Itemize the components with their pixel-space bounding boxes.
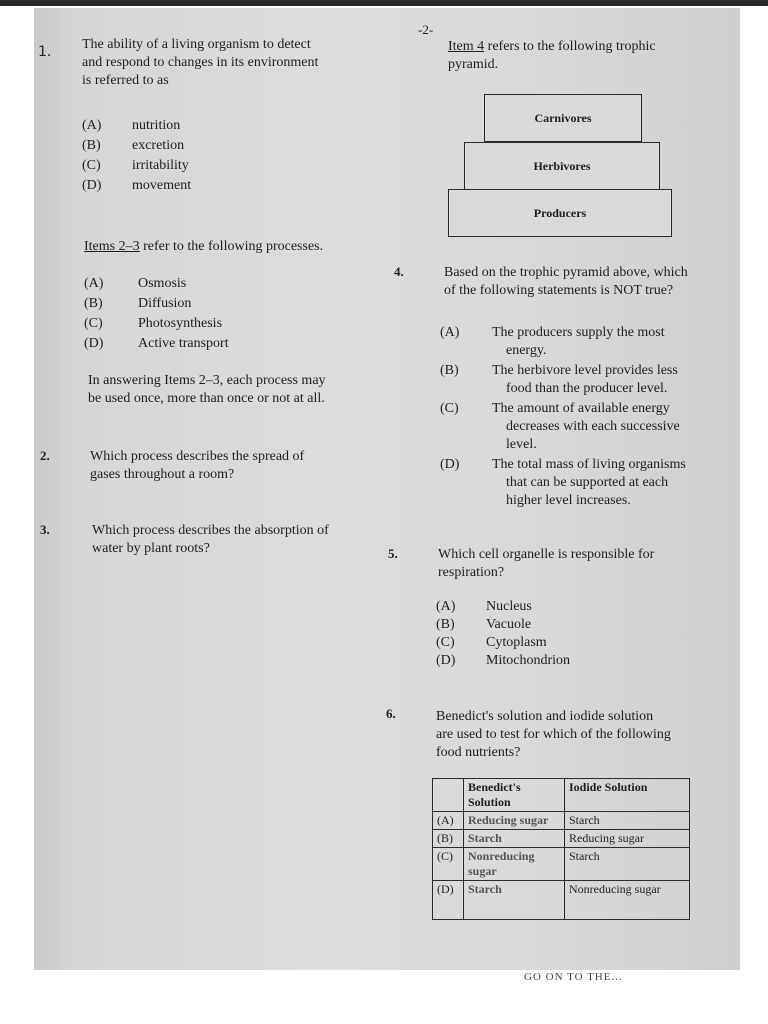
option-letter: (D) (440, 457, 460, 472)
option-text: level. (506, 437, 537, 452)
option-letter: (A) (84, 276, 104, 291)
option-text: Osmosis (138, 276, 187, 291)
option-text: Vacuole (486, 617, 532, 632)
option-text: movement (132, 178, 192, 193)
option-letter: (B) (84, 296, 103, 311)
table-header-cell (433, 779, 464, 812)
items-2-3-link: Items 2–3 (84, 239, 140, 254)
option-text: Nucleus (486, 599, 532, 614)
option-letter: (D) (436, 653, 456, 668)
exam-page (34, 8, 740, 983)
option-letter: (C) (440, 401, 459, 416)
q6-stem-line: are used to test for which of the following (436, 727, 671, 742)
table-header-cell: Iodide Solution (565, 779, 690, 812)
pyramid-level-producers: Producers (448, 189, 672, 237)
option-letter: (C) (436, 635, 455, 650)
q3-stem-line: water by plant roots? (92, 541, 210, 556)
table-row[interactable] (433, 881, 690, 920)
table-cell: Nonreducing sugar (565, 881, 690, 920)
table-cell: Starch (565, 812, 690, 830)
table-cell: Reducing sugar (464, 812, 565, 830)
q6-stem (436, 708, 736, 762)
q5-stem (438, 546, 728, 582)
table-header-row (433, 779, 690, 812)
table-cell: Reducing sugar (565, 830, 690, 848)
option-text: food than the producer level. (506, 381, 668, 396)
option-letter: (D) (82, 178, 102, 193)
q4-stem (444, 264, 734, 300)
items-2-3-heading (84, 238, 323, 256)
option-letter: (A) (82, 118, 102, 133)
option-text: Cytoplasm (486, 635, 547, 650)
q1-stem-line: The ability of a living organism to detect (82, 37, 311, 52)
item-4-intro-rest: refers to the following trophic (484, 39, 656, 54)
table-row[interactable] (433, 812, 690, 830)
table-cell: (C) (433, 848, 464, 881)
item-4-link: Item 4 (448, 39, 485, 54)
option-text: higher level increases. (506, 493, 631, 508)
table-row[interactable] (433, 830, 690, 848)
q6-stem-line: Benedict's solution and iodide solution (436, 709, 654, 724)
table-cell: (D) (433, 881, 464, 920)
option-text: The producers supply the most (492, 325, 665, 340)
q1-stem-line: and respond to changes in its environment (82, 55, 319, 70)
option-text: irritability (132, 158, 189, 173)
q6-stem-line: food nutrients? (436, 745, 521, 760)
note-line: In answering Items 2–3, each process may (88, 373, 326, 388)
pyramid-level-herbivores: Herbivores (464, 142, 660, 190)
q2-stem (90, 448, 390, 484)
q5-option-b[interactable] (436, 616, 570, 634)
option-letter: (C) (82, 158, 101, 173)
nutrient-test-table (432, 778, 690, 920)
q4-stem-line: of the following statements is NOT true? (444, 283, 674, 298)
q4-option-a[interactable] (440, 324, 740, 360)
option-text: excretion (132, 138, 185, 153)
q1-stem (82, 36, 382, 90)
process-option-c[interactable] (84, 314, 229, 334)
option-text: Photosynthesis (138, 316, 223, 331)
process-option-d[interactable] (84, 334, 229, 354)
process-option-a[interactable] (84, 274, 229, 294)
page-number: -2- (418, 22, 434, 37)
q2-stem-line: gases throughout a room? (90, 467, 235, 482)
option-text: The herbivore level provides less (492, 363, 678, 378)
option-letter: (C) (84, 316, 103, 331)
q5-stem-line: respiration? (438, 565, 505, 580)
q4-option-d[interactable] (440, 456, 740, 510)
table-row[interactable] (433, 848, 690, 881)
q5-option-a[interactable] (436, 598, 570, 616)
table-cell: (B) (433, 830, 464, 848)
option-text: The amount of available energy (492, 401, 670, 416)
table-header-cell: Benedict's Solution (464, 779, 565, 812)
item-4-intro (448, 38, 738, 74)
q1-option-c[interactable] (82, 156, 191, 176)
pyramid-level-carnivores: Carnivores (484, 94, 642, 142)
option-text: Diffusion (138, 296, 192, 311)
q5-number: 5. (388, 546, 398, 561)
q1-option-b[interactable] (82, 136, 191, 156)
option-letter: (B) (82, 138, 101, 153)
option-text: Active transport (138, 336, 229, 351)
q1-option-a[interactable] (82, 116, 191, 136)
table-cell: Starch (464, 881, 565, 920)
option-text: that can be supported at each (506, 475, 669, 490)
table-cell: Starch (565, 848, 690, 881)
q4-option-b[interactable] (440, 362, 740, 398)
q1-options (82, 116, 191, 196)
q1-stem-line: is referred to as (82, 73, 169, 88)
table-cell: Starch (464, 830, 565, 848)
option-text: decreases with each successive (506, 419, 680, 434)
q5-stem-line: Which cell organelle is responsible for (438, 547, 655, 562)
q1-option-d[interactable] (82, 176, 191, 196)
q4-options (440, 324, 740, 510)
option-letter: (A) (436, 599, 456, 614)
q3-stem-line: Which process describes the absorption of (92, 523, 329, 538)
option-text: nutrition (132, 118, 181, 133)
option-text: Mitochondrion (486, 653, 570, 668)
note-line: be used once, more than once or not at all. (88, 391, 325, 406)
footer-cut-text: GO ON TO THE... (524, 971, 623, 983)
q5-option-d[interactable] (436, 652, 570, 670)
table-cell: (A) (433, 812, 464, 830)
item-4-intro-line2: pyramid. (448, 57, 499, 72)
scan-edge (0, 0, 768, 6)
option-text: The total mass of living organisms (492, 457, 686, 472)
q4-number: 4. (394, 264, 404, 279)
q5-option-c[interactable] (436, 634, 570, 652)
items-2-3-options (84, 274, 229, 354)
q3-stem (92, 522, 392, 558)
option-text: energy. (506, 343, 547, 358)
q6-number: 6. (386, 706, 396, 721)
q2-stem-line: Which process describes the spread of (90, 449, 305, 464)
option-letter: (B) (440, 363, 459, 378)
option-letter: (D) (84, 336, 104, 351)
q3-number: 3. (40, 522, 50, 537)
table-cell: Nonreducing sugar (464, 848, 565, 881)
q1-number: 1. (38, 44, 52, 60)
q4-option-c[interactable] (440, 400, 740, 454)
process-option-b[interactable] (84, 294, 229, 314)
q5-options (436, 598, 570, 670)
option-letter: (B) (436, 617, 455, 632)
q2-number: 2. (40, 448, 50, 463)
items-2-3-heading-rest: refer to the following processes. (139, 239, 324, 254)
items-2-3-note (88, 372, 388, 408)
q4-stem-line: Based on the trophic pyramid above, which (444, 265, 688, 280)
option-letter: (A) (440, 325, 460, 340)
